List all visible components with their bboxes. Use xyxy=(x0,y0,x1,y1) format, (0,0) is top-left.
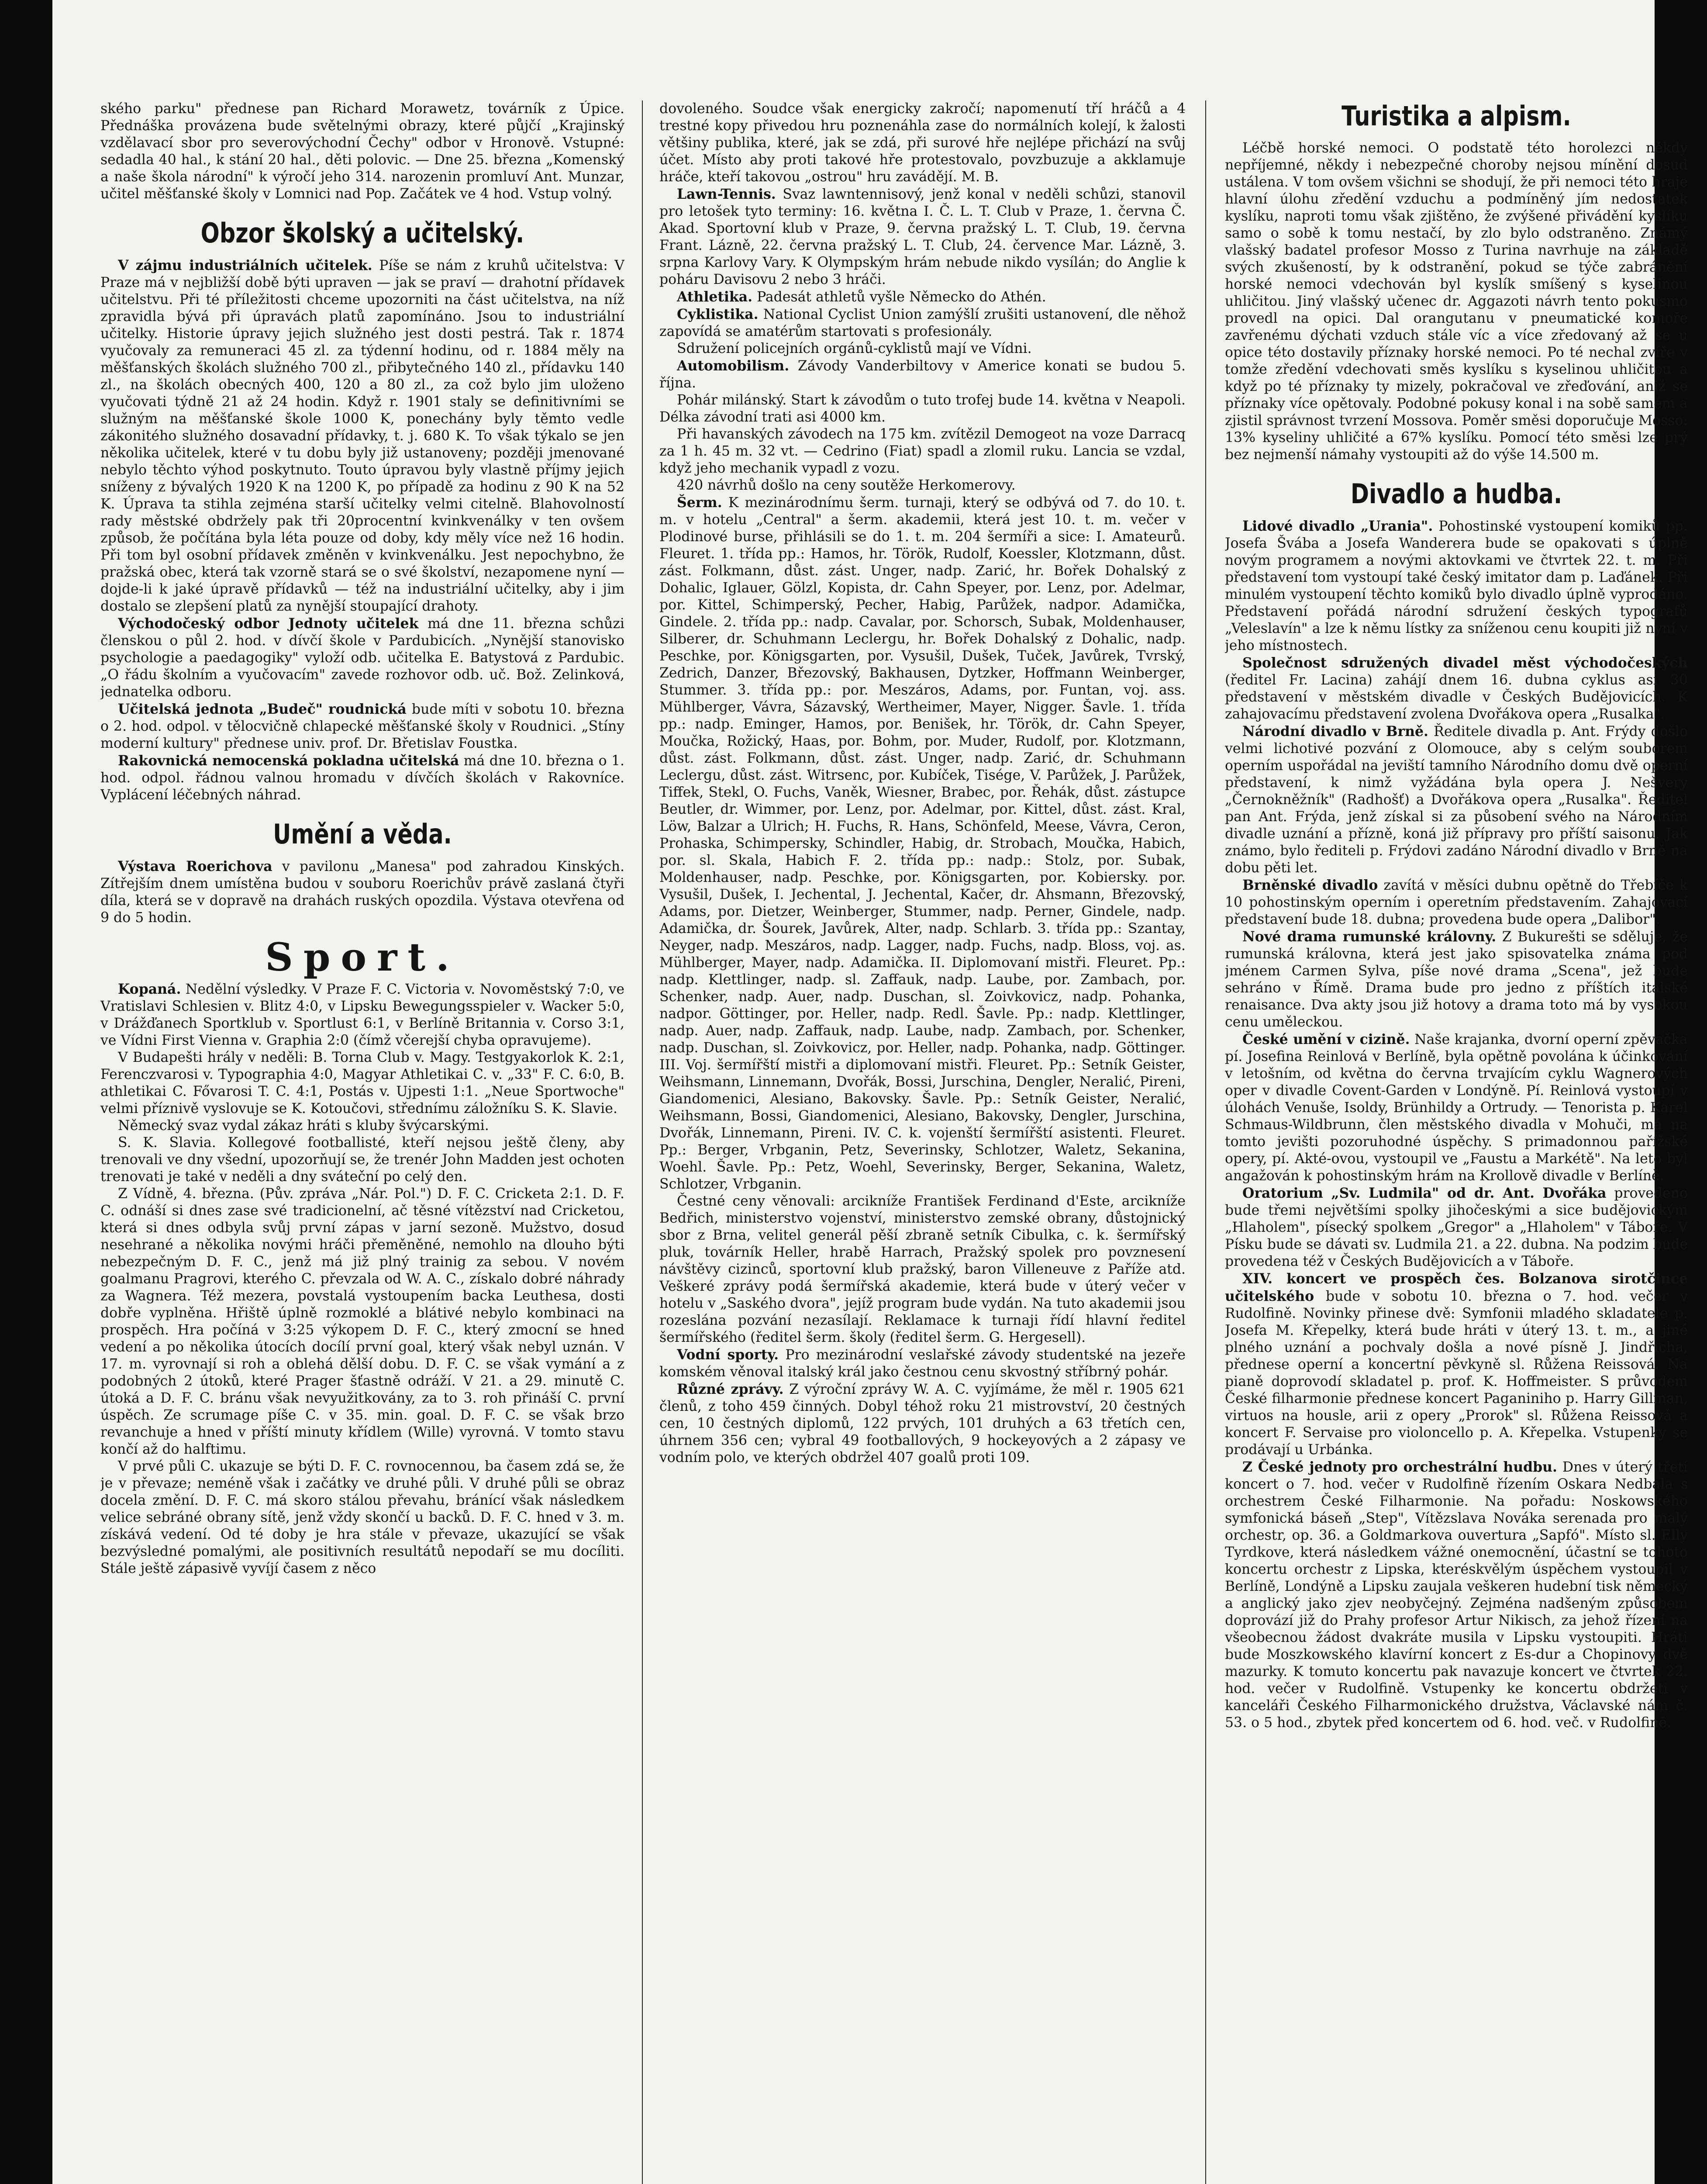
article-lead: Cyklistika. xyxy=(677,306,759,322)
article-lead: Lawn-Tennis. xyxy=(677,186,776,202)
article-text: bude v sobotu 10. března o 7. hod. večer v Rudolfině. Novinky přinese dvě: Symfonii mladého skladatele p. Josefa M. Křepelky, která bude hráti v úterý 13. t. m., a jiné plného uznání a pochvaly došla a nové písně J. Jindřicha, přednese operní a koncertní pěvkyně sl. Růžena Reissová. Na pianě doprovodí skladatel p. prof. K. Hoffmeister. S průvodem České filharmonie přednese koncert Paganiniho p. Harry Gillman, virtuos na housle, arii z opery „Prorok" sl. Růžena Reissová a koncert F. Servaise pro violoncello p. A. Křepelka. Vstupenky se prodávají u Urbánka. xyxy=(1225,1289,1688,1458)
article xyxy=(659,306,1186,340)
article-text: Německý svaz vydal zákaz hráti s kluby švýcarskými. xyxy=(118,1118,489,1133)
article-text: provedeno bude třemi největšími spolky jihočeskými a sice budějovickým „Hlaholem", písecký spolkem „Gregor" a „Hlaholem" v Táboře. V Písku bude se dávati sv. Ludmila 21. a 22. dubna. Na podzim bude provedena též v Českých Budějovicích a v Táboře. xyxy=(1225,1185,1688,1269)
article-text: 420 návrhů došlo na ceny soutěže Herkomerovy. xyxy=(677,477,1016,493)
article-lead: Rakovnická nemocenská pokladna učitelská xyxy=(118,753,459,769)
article-text: Svaz lawntennisový, jenž konal v neděli schůzi, stanovil pro letošek tyto terminy: 16. května I. Č. L. T. Club v Praze, 1. června Č. Akad. Sportovní klub v Praze, 9. června pražský L. T. Club, 19. června Frant. Lázně, 22. června pražský L. T. Club, 24. července Mar. Lázně, 3. srpna Karlovy Vary. K Olympským hrám nebude nikdo vysílán; do Anglie k poháru Davisovu 2 nebo 3 hráči. xyxy=(659,187,1186,287)
article xyxy=(1225,1185,1688,1270)
article xyxy=(1225,877,1688,928)
article-lead: Různé zprávy. xyxy=(677,1381,784,1397)
article-lead: Vodní sporty. xyxy=(677,1347,779,1363)
article-lead: Učitelská jednota „Budeč" roudnická xyxy=(118,701,407,717)
section-heading-tourism: Turistika a alpism. xyxy=(1341,100,1571,132)
article-lead: Šerm. xyxy=(677,494,722,511)
section-heading-art: Umění a věda. xyxy=(273,818,452,850)
article xyxy=(659,288,1186,306)
article xyxy=(1225,928,1688,1031)
article xyxy=(659,186,1186,288)
article-lead: Oratorium „Sv. Ludmila" od dr. Ant. Dvořáka xyxy=(1242,1185,1607,1201)
article-lead: Nové drama rumunské královny. xyxy=(1242,929,1497,945)
column-rule xyxy=(642,100,643,2184)
newspaper-page xyxy=(100,100,1688,2184)
article-text: v pavilonu „Manesa" pod zahradou Kinských. Zítřejším dnem umístěna budou v souboru Roerichův právě zaslaná čtyři díla, která se v dopravě na drahách ruských opozdila. Výstava otevřena od 9 do 5 hodin. xyxy=(100,859,624,926)
article-text: Při havanských závodech na 175 km. zvítězil Demogeot na voze Darracq za 1 h. 45 m. 32 vt. — Cedrino (Fiat) spadl a zlomil ruku. Lancia se vzdal, když jeho mechanik vypadl z vozu. xyxy=(659,426,1186,476)
article xyxy=(100,752,624,804)
article-lead: Východočeský odbor Jednoty učitelek xyxy=(118,615,419,632)
article-text: Léčbě horské nemoci. O podstatě této horolezci někdy nepříjemné, někdy i nebezpečné choroby nejsou mínění dosud ustálena. V tom ovšem všichni se shodují, že při nemoci této hraje hlavní úlohu zředění vzduchu a podmíněný jím nedostatek kyslíku, naproti tomu však zjištěno, že zvýšené přivádění kyslíku samo o sobě k tomu nestačí, by zlo bylo odstraněno. Známý vlašský badatel profesor Mosso z Turina navrhuje na základě svých zkušeností, by k odstranění, pokud se týče zabránění horské nemoci vdechován byl kyslík smíšený s kyselinou uhličitou. Jiný vlašský učenec dr. Aggazoti návrh tento pokusmo provedl na opici. Dal orangutanu v pneumatické komoře zavřenému dýchati vzduch stále víc a více zředovaný až se u opice této dostavily příznaky horské nemoci. Po té nechal zvíře v tomže zředění vdechovati směs kyslíku s kyselinou uhličitou a když po té příznaky ty mizely, pokračoval ve zřeďování, aniž se příznaky více opětovaly. Podobné pokusy konal i na sobě samém a zjistil správnost tvrzení Mossova. Poměr směsi doporučuje Mosso: 13% kyseliny uhličité a 67% kyslíku. Pomocí této směsi lze prý bez nejmenší námahy vystoupiti až do výše 14.500 m. xyxy=(1225,140,1688,463)
article xyxy=(659,1381,1186,1466)
article-text: K mezinárodnímu šerm. turnaji, který se odbývá od 7. do 10. t. m. v hotelu „Central" a šerm. akademii, která jest 10. t. m. večer v Plodinové burse, přihlásili se do 1. t. m. 204 šermíři a sice: I. Amateurů. Fleuret. 1. třída pp.: Hamos, hr. Török, Rudolf, Koessler, Klotzmann, důst. zást. Folkmann, důst. zást. Unger, nadp. Zarić, hr. Bořek Dohalský z Dohalic, Iglauer, Gölzl, Kopista, dr. Cahn Speyer, por. Lenz, por. Adelmar, por. Kittel, Schimperský, Pecher, Habig, Parůžek, nadpor. Adamička, Gindele. 2. třída pp.: nadp. Cavalar, por. Schorsch, Subak, Moldenhauser, Silberer, dr. Schuhmann Leclergu, hr. Bořek Dohalský z Dohalic, nadp. Peschke, por. Königsgarten, por. Vysušil, Dušek, Tuček, Javůrek, Tvrský, Zedrich, Danzer, Březovský, Bakhausen, Dytzker, Hoffmann Weinberger, Stummer. 3. třída pp.: por. Meszáros, Adams, por. Funtan, voj. ass. Mühlberger, Vávra, Sázavský, Wertheimer, Mayer, Nigger. Šavle. 1. třída pp.: nadp. Eminger, Hamos, por. Benišek, hr. Török, dr. Cahn Speyer, Moučka, Rožický, Haas, por. Bohm, por. Muder, Rudolf, por. Klotzmann, důst. zást. Folkmann, důst. zást. Unger, nadp. Zarić, dr. Schuhmann Leclergu, důst. zást. Witrsenc, por. Kubíček, Tisége, V. Parůžek, J. Parůžek, Tiffek, Stekl, O. Fuchs, Vaněk, Wiesner, Brabec, por. Řehák, důst. zástupce Beutler, dr. Wimmer, por. Lenz, por. Adelmar, por. Kittel, důst. zást. Kral, Löw, Balzar a Ulrich; H. Fuchs, R. Hans, Schönfeld, Meese, Vávra, Ceron, Prohaska, Schimpersky, Schindler, Habig, dr. Strobach, Moučka, Habich, por. sl. Skala, Habich F. 2. třída pp.: nadp.: Stolz, por. Subak, Moldenhauser, nadp. Peschke, por. Königsgarten, por. Kobiersky. por. Vysušil, Dušek, I. Jechental, J. Jechental, Kačer, dr. Ahsmann, Březovský, Adams, por. Dietzer, Weinberger, Stummer, nadp. Perner, Gindele, nadp. Adamička, dr. Šourek, Javůrek, Alter, nadp. Schlarb. 3. třída pp.: Szantay, Neyger, nadp. Meszáros, nadp. Lagger, nadp. Fuchs, nadp. Bloss, voj. as. Mühlberger, Mayer, nadp. Adamička. II. Diplomovaní mistři. Fleuret. Pp.: nadp. Klettlinger, nadp. sl. Zaffauk, nadp. Laube, por. Zambach, por. Schenker, nadp. Auer, nadp. Duschan, sl. Zoivkovicz, nadp. Pohanka, nadpor. Göttinger, por. Heller, nadp. Redl. Šavle. Pp.: nadp. Klettlinger, nadp. Auer, nadp. Zaffauk, nadp. Laube, nadp. Zambach, por. Schenker, nadp. Duschan, sl. Zoivkovicz, por. Heller, nadp. Pohanka, nadp. Göttinger. III. Voj. šermířští mistři a diplomovaní mistři. Fleuret. Pp.: Setník Geister, Weihsmann, Linnemann, Dvořák, Bossi, Jurschina, Dengler, Neralić, Pireni, Giandomenici, Alesiano, Bakovsky. Šavle. Pp.: Setník Geister, Neralić, Weihsmann, Bossi, Giandomenici, Alesiano, Bakovsky, Dengler, Jurschina, Dvořák, Linnemann, Pireni. IV. C. k. vojenští šermířští asistenti. Fleuret. Pp.: Berger, Vrbganin, Petz, Severinsky, Schlotzer, Waletz, Sekanina, Woehl. Šavle. Pp.: Petz, Woehl, Severinsky, Berger, Sekanina, Waletz, Schlotzer, Vrbganin. xyxy=(659,495,1186,1192)
article-lead: Národní divadlo v Brně. xyxy=(1242,723,1429,740)
column-right xyxy=(1225,100,1688,2184)
article xyxy=(1225,723,1688,877)
article-text: dovoleného. Soudce však energicky zakročí; napomenutí tří hráčů a 4 trestné kopy přivedou hru poznenáhla zase do normálních kolejí, k žalosti většiny publika, které, jak se zdá, při surové hře nejlépe přichází na svůj účet. Místo aby proti takové hře protestovalo, povzbuzuje a akklamuje hráče, kteří takovou „ostrou" hru zavádějí. M. B. xyxy=(659,101,1186,185)
article-text: Pohostinské vystoupení komiků pp. Josefa Švába a Josefa Wanderera bude se opakovati s úplně novým programem a novými aktovkami ve čtvrtek 22. t. m. Při představení tom vystoupí také český imitator dam p. Laďánek. Při minulém vystoupení těchto komiků bylo divadlo úplně vyprodáno. Představení pořádá národní sdružení českých typografů „Veleslavín" a lze k němu lístky za sníženou cenu koupiti již nyní v jeho místnostech. xyxy=(1225,518,1688,653)
article-text: S. K. Slavia. Kollegové footballisté, kteří nejsou ještě členy, aby trenovali ve dny všední, upozorňují se, že trenér John Madden jest ochoten trenovati je také v neděli a dny sváteční po celý den. xyxy=(100,1135,624,1185)
section-heading-sport: Sport. xyxy=(265,934,460,980)
article-text: (ředitel Fr. Lacina) zahájí dnem 16. dubna cyklus asi 30 představení v městském divadle v Českých Budějovicích. K zahajovacímu představení zvolena Dvořákova opera „Rusalka". xyxy=(1225,672,1688,722)
article-text: Z Vídně, 4. března. (Pův. zpráva „Nár. Pol.") D. F. C. Cricketa 2:1. D. F. C. odnáší si dnes zase své tradicionelní, ač těsné vítězství nad Cricketou, která si dnes odbyla svůj první zápas v jarní sezoně. Mužstvo, dosud nesehrané a několika novými hráči přeměněné, nemohlo na dlouho býti nebezpečným D. F. C., jenž má již plný trainig za sebou. V novém goalmanu Pragrovi, kterého C. převzala od W. A. C., získalo dobré náhrady za Wagnera. Též mezera, povstalá vystoupením backa Leuthesa, dosti dobře vyplněna. Hřiště úplně rozmoklé a blátivé nebylo kombinaci na prospěch. Hra počíná v 3:25 výkopem D. F. C., který zmocní se hned vedení a po několika útocích docílí první goal, který však nebyl uznán. V 17. m. vyrovnají si roh a oblehá dělší dobu. D. F. C. se však vymání a z podobných 2 útoků, které Prager šťastně odráží. V 21. a 29. minutě C. útoká a D. F. C. bránu však nevyužitkovány, za to 3. roh přináší C. první úspěch. Ze scrumage píše C. v 35. min. goal. D. F. C. se však brzo revanchuje a hned v příští minuty křídlem (Wille) vyrovná. V tomto stavu končí až do halftimu. xyxy=(100,1186,624,1457)
scan-border-left xyxy=(0,0,52,2184)
article-text: Naše krajanka, dvorní operní zpěvačka pí. Josefina Reinlová v Berlíně, byla opětně povolána k účinkování v letošním, od května do června trvajícím cyklu Wagnerových oper v divadle Covent-Garden v Londýně. Pí. Reinlová vystoupí v úlohách Venuše, Isoldy, Brünhildy a Ortrudy. — Tenorista p. Karel Schmaus-Wildbrunn, člen městského divadla v Mohuči, má na tomto jevišti pozoruhodné úspěchy. S primadonnou pařížské opery, pí. Akté-ovou, vystoupil ve „Faustu a Markétě". Na leto byl angažován k pohostinským hrám na Krollově divadle v Berlíně. xyxy=(1225,1032,1688,1184)
article-text: V prvé půli C. ukazuje se býti D. F. C. rovnocennou, ba časem zdá se, že je v převaze; neméně však i začátky ve druhé půli. V druhé půli se obraz docela změní. D. F. C. má skoro stálou převahu, bránící však následkem velice sebráné obrany sítě, jenž vždy skončí u backů. D. F. C. hned v 3. m. získává vedení. Od té doby je hra stále v převaze, ukazující se však bezvýsledné pomalými, ale positivních resultátů nepodaří se mu docíliti. Stále ještě zápasivě vyvíjí časem z něco xyxy=(100,1458,624,1576)
column-rule xyxy=(1205,100,1206,2184)
article-text: ského parku" přednese pan Richard Morawetz, továrník z Úpice. Přednáška provázena bude světelnými obrazy, které půjčí „Krajinský vzdělavací sbor pro severovýchodní Čechy" odbor v Hronově. Vstupné: sedadla 40 hal., k stání 20 hal., děti polovic. — Dne 25. března „Komenský a naše škola národní" k výročí jeho 314. narozenin promluví Ant. Munzar, učitel měšťanské školy v Lomnici nad Pop. Začátek ve 4 hod. Vstup volný. xyxy=(100,101,624,202)
article-text: Čestné ceny věnovali: arcikníže František Ferdinand d'Este, arcikníže Bedřich, ministerstvo vojenství, ministerstvo zemské obrany, důstojnický sbor z Brna, velitel generál pěší zbraně setník Cibulka, c. k. šermířský pluk, továrník Heller, hrabě Harrach, Pražský spolek pro povznesení návštěvy cizinců, sportovní klub pražský, baron Villeneuve z Paříže atd. Veškeré zprávy podá šermířská akademie, která bude v úterý večer v hotelu v „Saského dvora", jejíž program bude vydán. Na tuto akademii jsou rozeslána pozvání nezasílají. Reklamace k turnaji řídí hlavní ředitel šermířského (ředitel šerm. školy (ředitel šerm. G. Hergesell). xyxy=(659,1193,1186,1345)
article-lead: Z České jednoty pro orchestrální hudbu. xyxy=(1242,1459,1558,1475)
article xyxy=(100,858,624,926)
article-lead: Lidové divadlo „Urania". xyxy=(1242,518,1433,534)
article-text: Závody Vanderbiltovy v Americe konati se budou 5. října. xyxy=(659,358,1186,391)
article-text: Pro mezinárodní veslařské závody studentské na jezeře komském věnoval italský král jako čestnou cenu skvostný stříbrný pohár. xyxy=(659,1347,1186,1380)
article xyxy=(100,701,624,752)
article-lead: Společnost sdružených divadel měst východočeských xyxy=(1242,655,1688,671)
column-middle xyxy=(659,100,1186,2184)
article-lead: Automobilism. xyxy=(677,358,790,374)
section-heading-school: Obzor školský a učitelský. xyxy=(200,217,524,249)
article-text: zavítá v měsíci dubnu opětně do Třebíče k 10 pohostinským operním i operetním představením. Zahajovací představení bude 18. dubna; provedena bude opera „Dalibor". xyxy=(1225,878,1688,927)
article-text: bude míti v sobotu 10. března o 2. hod. odpol. v tělocvičně chlapecké měšťanské školy v Roudnici. „Stíny moderní kultury" přednese univ. prof. Dr. Břetislav Foustka. xyxy=(100,702,624,751)
article xyxy=(1225,1270,1688,1458)
article-lead: XIV. koncert ve prospěch čes. Bolzanova sirotčince učitelského xyxy=(1225,1271,1688,1304)
article-lead: V zájmu industriálních učitelek. xyxy=(118,257,372,273)
article-text: National Cyclist Union zamýšlí zrušiti ustanovení, dle něhož zapovídá se amatérům startovati s profesionály. xyxy=(659,307,1186,339)
article-text: Pohár milánský. Start k závodům o tuto trofej bude 14. května v Neapoli. Délka závodní trati asi 4000 km. xyxy=(659,392,1186,425)
column-left xyxy=(100,100,624,2184)
article-text: má dne 10. března o 1. hod. odpol. řádnou valnou hromadu v dívčích školách v Rakovníce. Vyplácení léčebných náhrad. xyxy=(100,753,624,803)
article xyxy=(1225,1031,1688,1185)
article-text: Padesát athletů vyšle Německo do Athén. xyxy=(757,289,1046,305)
article xyxy=(100,981,624,1049)
article-text: Nedělní výsledky. V Praze F. C. Victoria v. Novoměstský 7:0, ve Vratislavi Schlesien v. Blitz 4:0, v Lipsku Bewegungsspieler v. Wacker 5:0, v Drážďanech Sportklub v. Sportlust 6:1, v Berlíně Britannia v. Corso 3:1, ve Vídni First Vienna v. Graphia 2:0 (čímž včerejší chyba opravujeme). xyxy=(100,981,624,1048)
article xyxy=(659,357,1186,392)
article-text: má dne 11. března schůzi členskou o půl 2. hod. v dívčí škole v Pardubicích. „Nynější stanovisko psychologie a paedagogiky" vyloží odb. učitelka E. Batystová z Pardubic. „O řádu školním a vyučovacím" zavede rozhovor odb. uč. Bož. Zelinková, jednatelka odboru. xyxy=(100,616,624,700)
article-text: Sdružení policejních orgánů-cyklistů mají ve Vídni. xyxy=(677,341,1032,356)
article-text: V Budapešti hrály v neděli: B. Torna Club v. Magy. Testgyakorlok K. 2:1, Ferenczvarosi v. Typographia 4:0, Magyar Athletikai C. v. „33" F. C. 6:0, B. athletikai C. Fővarosi T. C. 4:1, Postás v. Ujpesti 1:1. „Neue Sportwoche" velmi příznivě vyslovuje se K. Kotoučovi, střednímu záložníku S. K. Slavie. xyxy=(100,1050,624,1116)
article-text: Píše se nám z kruhů učitelstva: V Praze má v nejbližší době býti upraven — jak se praví — drahotní přídavek učitelstvu. Při té příležitosti chceme upozorniti na část učitelstva, na níž zpravidla bývá při úpravách platů zapomínáno. Jsou to industriální učitelky. Historie úpravy jejich služného jest dosti pestrá. Tak r. 1874 vyučovaly za remuneraci 45 zl. za týdenní hodinu, od r. 1884 měly na měšťanských školách služného 700 zl., přibytečného 140 zl., přídavku 140 zl., na školách obecných 400, 120 a 80 zl., za což bylo jim uloženo vyučovati týdně 21 až 24 hodin. Když r. 1901 staly se definitivními se služným na měšťanské škole 1000 K, ponechány byly těmto vedle zákonitého služného dosavadní přídavky, t. j. 680 K. To však týkalo se jen několika učitelek, které v tu dobu byly již ustanoveny; později jmenované nebylo těchto výhod poskytnuto. Touto úpravou byly vlastně příjmy jejich sníženy z bývalých 1920 K na 1200 K, po případě za hodinu z 90 K na 52 K. Úprava ta stihla zejména starší učitelky velmi citelně. Blahovolností rady městské obdržely pak tři 20procentní kvinkvenálky v ten ovšem způsob, že počítána byla léta pouze od doby, kdy měly více než 16 hodin. Při tom byl osobní přídavek změněn v kvinkvenálku. Jest nepochybno, že pražská obec, která tak vzorně stará se o své školství, nezapomene nyní — dojde-li k jaké úpravě přídavků — též na industriální učitelky, aby i jim dostalo se zlepšení platů za nynější stoupající drahoty. xyxy=(100,258,624,614)
article-text: Z výroční zprávy W. A. C. vyjímáme, že měl r. 1905 621 členů, z toho 459 činných. Dobyl téhož roku 21 mistrovství, 20 čestných cen, 10 čestných diplomů, 122 prvých, 101 druhých a 63 třetích cen, úhrnem 356 cen; vybral 49 footballových, 9 hockeyových a 2 zápasy ve vodním polo, ve kterých obdržel 407 goalů proti 109. xyxy=(659,1382,1186,1465)
article-lead: Kopaná. xyxy=(118,981,181,997)
article-text: Ředitele divadla p. Ant. Frýdy došlo velmi lichotivé pozvání z Olomouce, aby s celým souborem operním uspořádal na jeviští tamního Národního domu dvě operní představení, k nimž vyžádána byla opera J. Nešvery „Černokněžník" (Radhošť) a Dvořákova opera „Rusalka". Ředitel pan Ant. Frýda, jenž získal si za působení svého na Národním divadle uznání a přízně, koná již přípravy pro příští saisonu. Jak známo, bylo řediteli p. Frýdovi zadáno Národní divadlo v Brně na dobu pěti let. xyxy=(1225,724,1688,876)
article xyxy=(659,494,1186,1193)
article xyxy=(100,257,624,615)
article xyxy=(1225,654,1688,723)
article xyxy=(659,1346,1186,1381)
article-lead: České umění v cizině. xyxy=(1242,1031,1410,1047)
article-text: Dnes v úterý třetí koncert o 7. hod. večer v Rudolfině řízením Oskara Nedbala s orchestrem České Filharmonie. Na pořadu: Noskowského symfonická báseň „Step", Vítězslava Nováka serenada pro malý orchestr, op. 36. a Goldmarkova ouvertura „Sapfó". Místo sl. Elly Tyrdkove, která následkem vážné onemocnění, účastní se tohoto koncertu orchestr z Lipska, kteréskvělým úspěchem vystoupil v Berlíně, Londýně a Lipsku zaujala veškeren hudební tisk německý a anglický jako zjev neobyčejný. Zejména nadšeným způsobem doprovází již do Prahy profesor Artur Nikisch, za jehož řízení na všeobecnou žádost dvakráte musila v Lipsku vystoupiti. Hráti bude Moszkowského klavírní koncert z Es-dur a Chopinovy dvě mazurky. K tomuto koncertu pak navazuje koncert ve čtvrtek 22. hod. večer v Rudolfině. Vstupenky ke koncertu obdržeti v kanceláři Českého Filharmonického družstva, Václavské nám č. 53. o 5 hod., zbytek před koncertem od 6. hod. več. v Rudolfině. xyxy=(1225,1459,1688,1731)
article xyxy=(1225,1458,1688,1731)
article-lead: Brněnské divadlo xyxy=(1242,877,1378,893)
article xyxy=(1225,518,1688,654)
article xyxy=(100,615,624,701)
article-lead: Athletika. xyxy=(677,289,753,305)
article-text: Z Bukurešti se sděluje, že rumunská královna, která jest jako spisovatelka známa pod jménem Carmen Sylva, píše nové drama „Scena", jež bude sehráno v Římě. Drama bude pro jedno z příštích italské renaisance. Dva akty jsou již hotovy a drama toto má by vysokou cenu uměleckou. xyxy=(1225,929,1688,1030)
section-heading-theatre: Divadlo a hudba. xyxy=(1350,478,1562,510)
article-lead: Výstava Roerichova xyxy=(118,858,272,874)
